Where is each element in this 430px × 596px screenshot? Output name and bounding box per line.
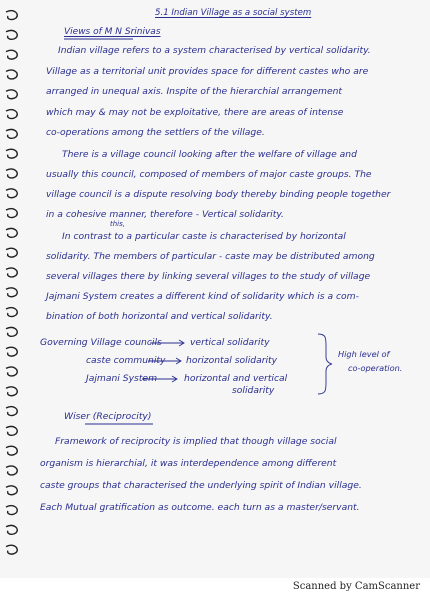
insert-word: this,: [110, 220, 125, 228]
scanner-footer: Scanned by CamScanner: [292, 581, 420, 592]
spiral-coil: [6, 50, 17, 59]
brace-note: co-operation.: [348, 363, 403, 373]
text-line: solidarity. The members of particular - caste may be distributed among: [46, 251, 375, 262]
diagram-right-extra: solidarity: [232, 385, 275, 396]
spiral-coil: [6, 506, 17, 515]
text-line: co-operations among the settlers of the village.: [46, 127, 265, 138]
text-line: arranged in unequal axis. Inspite of the hierarchial arrangement: [46, 86, 343, 97]
section-heading: Views of M N Srinivas: [64, 27, 161, 37]
diagram-right-3: horizontal and vertical: [184, 373, 288, 384]
text-line: There is a village council looking after the welfare of village and: [62, 149, 357, 160]
diagram-right-1: vertical solidarity: [190, 337, 270, 348]
spiral-coil: [6, 308, 17, 317]
spiral-coil: [6, 189, 17, 198]
spiral-coil: [6, 327, 17, 336]
brace-note: High level of: [338, 349, 390, 359]
spiral-coil: [6, 110, 17, 119]
spiral-coil: [6, 30, 17, 39]
text-line: bination of both horizontal and vertical solidarity.: [46, 311, 273, 322]
text-line: usually this council, composed of members of major caste groups. The: [46, 169, 372, 180]
spiral-coil: [6, 228, 17, 237]
spiral-coil: [6, 407, 17, 416]
text-line: Jajmani System creates a different kind of solidarity which is a com-: [46, 291, 359, 302]
text-line: organism is hierarchial, it was interdependence among different: [40, 458, 337, 469]
text-line: caste groups that characterised the underlying spirit of Indian village.: [40, 480, 362, 491]
spiral-coil: [6, 149, 17, 158]
text-line: Each Mutual gratification as outcome. each turn as a master/servant.: [40, 502, 360, 513]
text-line: Indian village refers to a system characterised by vertical solidarity.: [58, 45, 371, 56]
spiral-coil: [6, 209, 17, 218]
spiral-coil: [6, 486, 17, 495]
spiral-coil: [6, 367, 17, 376]
spiral-coil: [6, 248, 17, 257]
spiral-coil: [6, 70, 17, 79]
text-line: several villages there by linking several villages to the study of village: [46, 271, 371, 282]
spiral-coil: [6, 545, 17, 554]
text-line: in a cohesive manner, therefore - Vertical solidarity.: [46, 209, 284, 220]
spiral-coil: [6, 466, 17, 475]
text-line: village council is a dispute resolving body thereby binding people together: [46, 189, 391, 200]
diagram-left-1: Governing Village councils: [40, 337, 162, 348]
spiral-coil: [6, 169, 17, 178]
spiral-coil: [6, 90, 17, 99]
section-heading-2: Wiser (Reciprocity): [64, 411, 152, 422]
spiral-coil: [6, 525, 17, 534]
spiral-binding: [4, 6, 22, 566]
diagram-left-3: Jajmani System: [86, 373, 158, 384]
diagram-left-2: caste community: [86, 355, 166, 366]
spiral-coil: [6, 11, 17, 20]
spiral-coil: [6, 446, 17, 455]
page-title: 5.1 Indian Village as a social system: [155, 8, 312, 18]
spiral-coil: [6, 387, 17, 396]
spiral-coil: [6, 288, 17, 297]
text-line: In contrast to a particular caste is characterised by horizontal: [62, 231, 346, 242]
text-line: which may & may not be exploitative, there are areas of intense: [46, 107, 344, 118]
spiral-coil: [6, 426, 17, 435]
spiral-coil: [6, 268, 17, 277]
spiral-coil: [6, 129, 17, 138]
spiral-coil: [6, 347, 17, 356]
text-line: Framework of reciprocity is implied that though village social: [55, 436, 337, 447]
text-line: Village as a territorial unit provides space for different castes who are: [46, 66, 369, 77]
diagram-right-2: horizontal solidarity: [186, 355, 278, 366]
